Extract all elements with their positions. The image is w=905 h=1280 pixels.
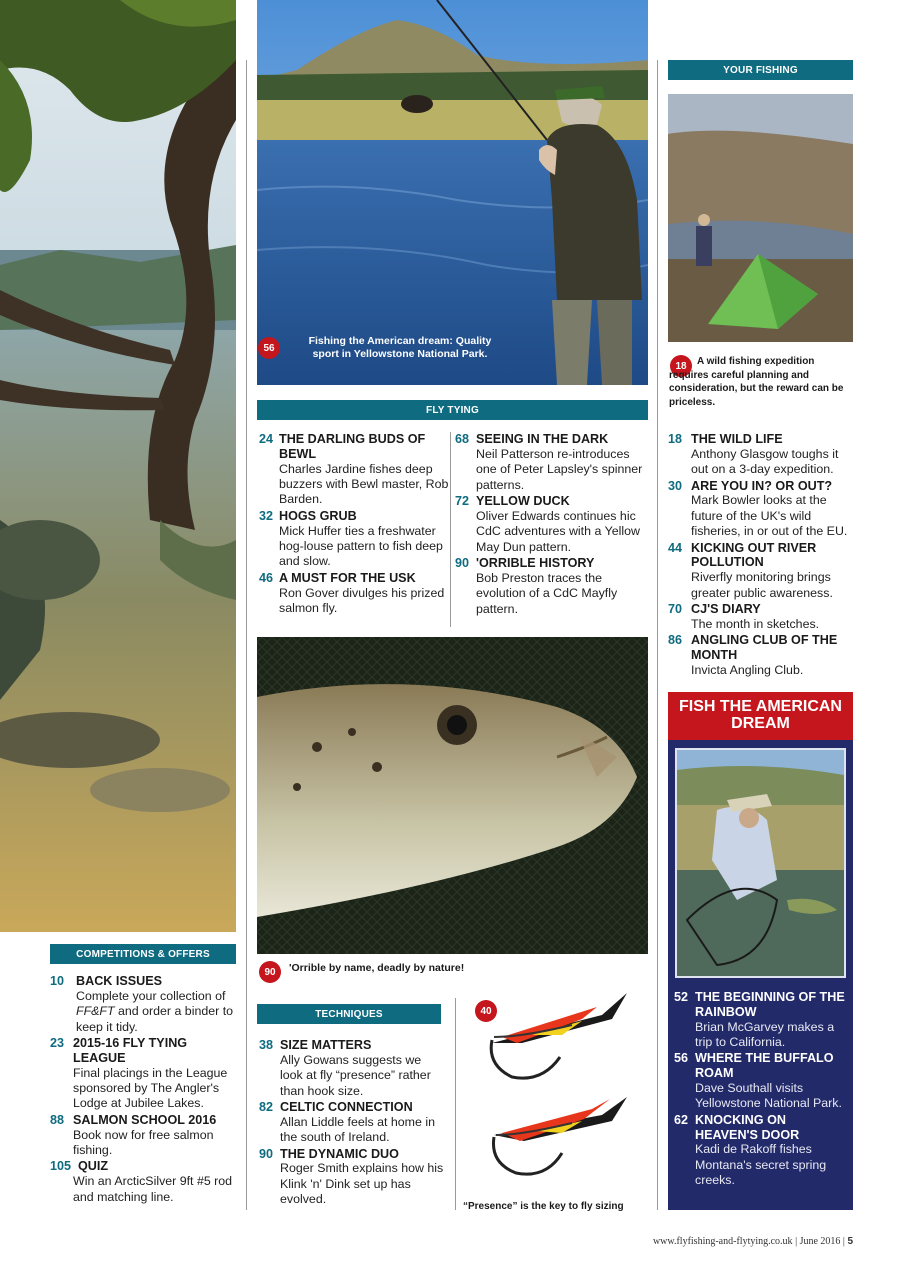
entry-description: Riverfly monitoring brings greater public awareness. xyxy=(691,570,833,600)
page-number: 56 xyxy=(674,1051,689,1066)
list-item[interactable] xyxy=(668,479,858,540)
entry-title: KICKING OUT RIVER POLLUTION xyxy=(691,540,817,570)
page-number: 32 xyxy=(259,508,274,523)
yellowstone-angler-photo xyxy=(257,0,648,385)
your-fishing-list xyxy=(668,432,858,679)
page-number: 62 xyxy=(674,1112,689,1127)
list-item[interactable] xyxy=(455,494,645,555)
entry-title: THE DYNAMIC DUO xyxy=(280,1146,399,1161)
entry-description: Allan Liddle feels at home in the south of Ireland. xyxy=(280,1114,435,1145)
page-number: 86 xyxy=(668,633,683,648)
page-number: 90 xyxy=(455,556,470,571)
entry-description: Oliver Edwards continues hic CdC adventures with a Yellow May Dun pattern. xyxy=(476,508,640,554)
entry-description: Neil Patterson re-introduces one of Peter Lapsley's spinner patterns. xyxy=(476,446,643,492)
entry-title: THE BEGINNING OF THE RAINBOW xyxy=(695,990,845,1019)
entry-title: SALMON SCHOOL 2016 xyxy=(73,1112,217,1127)
fly-tying-divider xyxy=(450,432,451,627)
page-number: 24 xyxy=(259,432,274,446)
entry-title: THE WILD LIFE xyxy=(691,432,783,446)
page-number: 30 xyxy=(668,478,683,493)
photo-caption: “Presence” is the key to fly sizing xyxy=(463,1201,624,1212)
entry-title: BACK ISSUES xyxy=(76,974,163,988)
fly-icon xyxy=(493,1097,627,1174)
issue-date: June 2016 xyxy=(799,1236,841,1247)
site-url[interactable]: www.flyfishing-and-flytying.co.uk xyxy=(652,1236,793,1247)
photo-caption: Fishing the American dream: Quality sport in Yellowstone National Park. xyxy=(308,335,492,360)
entry-description: Ally Gowans suggests we look at fly “presence” rather than hook size. xyxy=(280,1052,431,1098)
entry-title: 'ORRIBLE HISTORY xyxy=(476,556,595,571)
competitions-list xyxy=(50,974,240,1206)
page-number: 46 xyxy=(259,570,274,585)
page-badge: 56 xyxy=(258,337,280,359)
list-item[interactable] xyxy=(50,1036,240,1112)
page-badge: 90 xyxy=(259,961,281,983)
page-number: 18 xyxy=(668,432,683,446)
lake-tree-photo xyxy=(0,0,236,932)
entry-title: ARE YOU IN? OR OUT? xyxy=(691,478,833,493)
entry-title: SIZE MATTERS xyxy=(280,1038,372,1052)
list-item[interactable] xyxy=(259,509,449,570)
entry-description: Brian McGarvey makes a trip to California. xyxy=(695,1019,835,1049)
promo-heading: FISH THE AMERICAN DREAM xyxy=(668,692,853,740)
column-divider xyxy=(657,60,658,1210)
page-number: 10 xyxy=(50,974,65,988)
list-item[interactable] xyxy=(668,541,858,601)
california-angler-photo xyxy=(675,748,846,978)
page-badge: 18 xyxy=(670,355,692,377)
entry-title: A MUST FOR THE USK xyxy=(279,570,416,585)
page-number: 90 xyxy=(259,1146,274,1161)
list-item[interactable] xyxy=(455,432,645,493)
footer-separator: | xyxy=(842,1236,848,1247)
page-number: 88 xyxy=(50,1112,65,1127)
list-item[interactable] xyxy=(674,990,852,1050)
entry-description: Charles Jardine fishes deep buzzers with Bewl master, Rob Barden. xyxy=(279,461,449,507)
list-item[interactable] xyxy=(668,602,858,632)
page-number: 5 xyxy=(847,1236,853,1247)
entry-title: KNOCKING ON HEAVEN'S DOOR xyxy=(695,1112,800,1142)
entry-description: Dave Southall visits Yellowstone National Park. xyxy=(695,1081,842,1111)
page-footer xyxy=(653,1236,853,1247)
entry-description: Final placings in the League sponsored by The Angler's Lodge at Jubilee Lakes. xyxy=(73,1065,228,1111)
competitions-heading: COMPETITIONS & OFFERS xyxy=(50,944,236,964)
trout-in-net-photo xyxy=(257,637,648,954)
entry-description: Ron Gover divulges his prized salmon fly. xyxy=(279,585,445,616)
entry-title: SEEING IN THE DARK xyxy=(476,432,609,446)
list-item[interactable] xyxy=(259,1038,445,1099)
page-number: 72 xyxy=(455,494,470,509)
list-item[interactable] xyxy=(259,432,449,508)
column-divider xyxy=(246,60,247,1210)
page-number: 68 xyxy=(455,432,470,446)
promo-list xyxy=(674,990,852,1190)
entry-title: CELTIC CONNECTION xyxy=(280,1100,413,1115)
photo-caption: A wild fishing expedition requires careful planning and consideration, but the reward can be priceless. xyxy=(669,356,844,408)
entry-description: Invicta Angling Club. xyxy=(691,662,804,677)
techniques-divider xyxy=(455,998,456,1210)
entry-description: Roger Smith explains how his Klink 'n' Dink set up has evolved. xyxy=(280,1161,444,1207)
techniques-heading: TECHNIQUES xyxy=(257,1004,441,1024)
list-item[interactable] xyxy=(259,571,449,617)
list-item[interactable] xyxy=(668,633,858,678)
your-fishing-heading: YOUR FISHING xyxy=(668,60,853,80)
entry-description: Mick Huffer ties a freshwater hog-louse pattern to fish deep and slow. xyxy=(279,523,443,569)
entry-title: ANGLING CLUB OF THE MONTH xyxy=(691,633,838,663)
list-item[interactable] xyxy=(455,556,645,617)
fly-tying-heading: FLY TYING xyxy=(257,400,648,420)
list-item[interactable] xyxy=(674,1051,852,1111)
entry-description: Bob Preston traces the evolution of a CdC Mayfly pattern. xyxy=(476,570,618,616)
entry-title: WHERE THE BUFFALO ROAM xyxy=(695,1051,834,1081)
page-number: 52 xyxy=(674,990,689,1004)
american-dream-feature-box xyxy=(668,692,853,1210)
fly-tying-col2 xyxy=(455,432,645,618)
list-item[interactable] xyxy=(668,432,858,478)
page-number: 23 xyxy=(50,1036,65,1051)
entry-title: 2015-16 FLY TYING LEAGUE xyxy=(73,1036,188,1065)
entry-description: Anthony Glasgow toughs it out on a 3-day expedition. xyxy=(691,446,839,477)
photo-caption: 'Orrible by name, deadly by nature! xyxy=(289,962,465,974)
entry-title: QUIZ xyxy=(78,1159,109,1174)
page-number: 105 xyxy=(50,1159,72,1174)
entry-title: HOGS GRUB xyxy=(279,508,357,523)
entry-description: Complete your collection of FF&FT and order a binder to keep it tidy. xyxy=(76,988,234,1034)
entry-description: Kadi de Rakoff fishes Montana's secret spring creeks. xyxy=(695,1142,827,1188)
entry-description: Book now for free salmon fishing. xyxy=(73,1127,214,1158)
entry-title: CJ'S DIARY xyxy=(691,602,761,617)
page-badge: 40 xyxy=(475,1000,497,1022)
page-number: 44 xyxy=(668,540,683,555)
list-item[interactable] xyxy=(259,1147,445,1208)
entry-title: YELLOW DUCK xyxy=(476,494,570,509)
fly-tying-col1 xyxy=(259,432,449,617)
list-item[interactable] xyxy=(50,974,240,1035)
page-number: 82 xyxy=(259,1100,274,1115)
page-number: 70 xyxy=(668,602,683,617)
fly-icon xyxy=(491,993,627,1078)
page-number: 38 xyxy=(259,1038,274,1052)
list-item[interactable] xyxy=(674,1113,852,1189)
entry-description: Mark Bowler looks at the future of the UK's wild fisheries, in or out of the EU. xyxy=(691,493,848,539)
list-item[interactable] xyxy=(50,1113,240,1159)
list-item[interactable] xyxy=(259,1100,445,1146)
footer-separator: | xyxy=(795,1236,800,1247)
list-item[interactable] xyxy=(50,1159,240,1205)
techniques-list xyxy=(259,1038,445,1209)
wild-camp-photo xyxy=(668,94,853,342)
entry-description: The month in sketches. xyxy=(691,616,820,631)
entry-description: Win an ArcticSilver 9ft #5 rod and matching line. xyxy=(73,1174,233,1204)
entry-title: THE DARLING BUDS OF BEWL xyxy=(279,432,426,461)
